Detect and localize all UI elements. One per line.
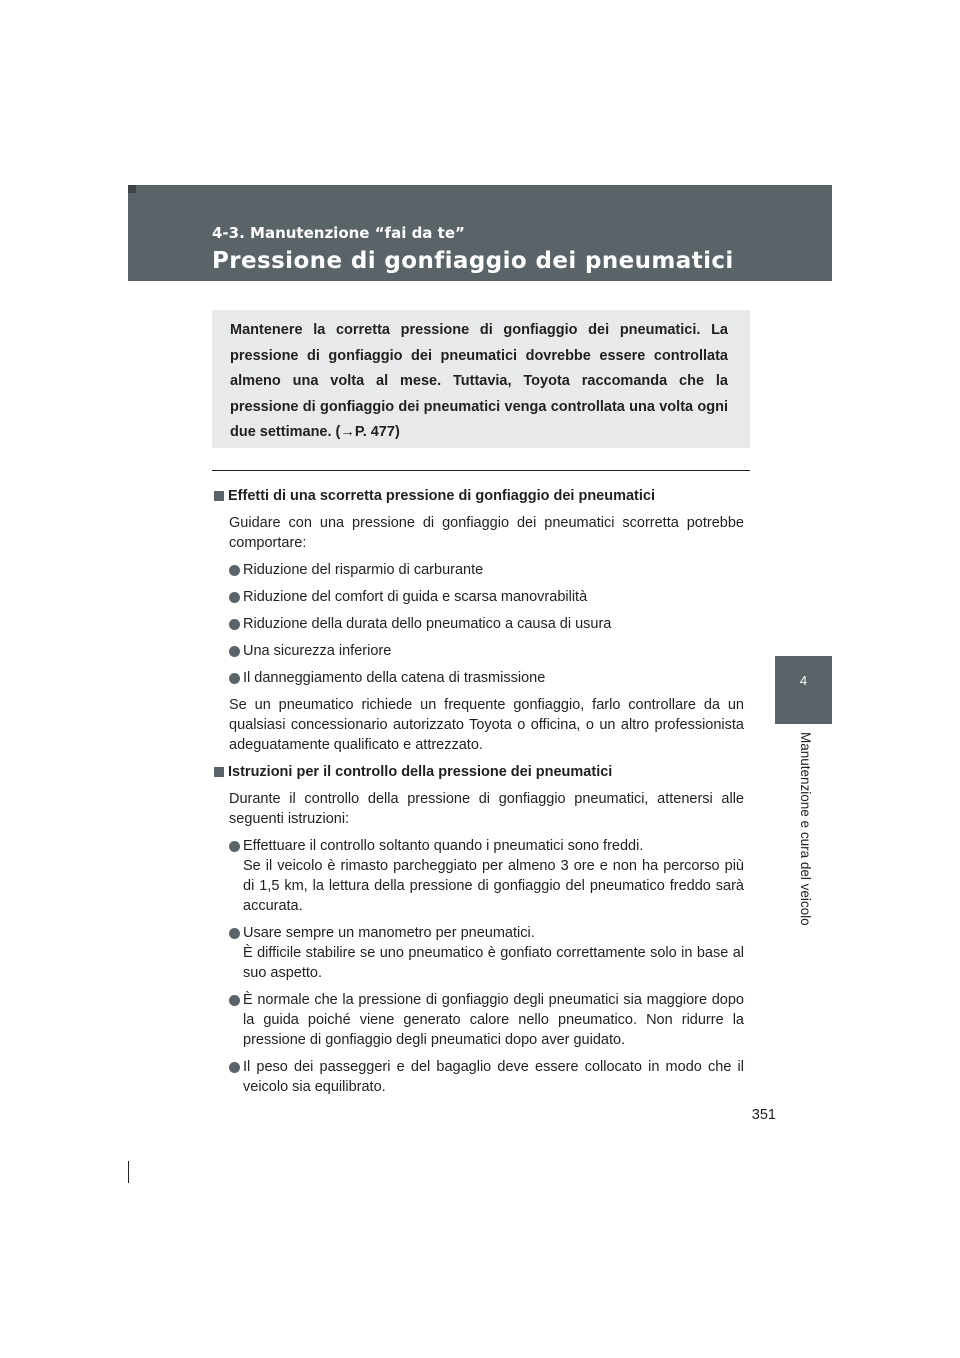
- list-item: Riduzione del comfort di guida e scarsa manovrabilità: [214, 587, 744, 607]
- section-heading-effects: [214, 486, 744, 506]
- square-bullet-icon: [214, 767, 224, 777]
- round-bullet-icon: [229, 995, 240, 1006]
- section-closing: Se un pneumatico richiede un frequente gonfiaggio, farlo controllare da un qualsiasi concessionario autorizzato Toyota o officina, o un altro professionista adeguatamente qualificato e attrezzato.: [229, 697, 744, 753]
- page-title: Pressione di gonfiaggio dei pneumatici: [212, 248, 734, 274]
- intro-text: Mantenere la corretta pressione di gonfiaggio dei pneumatici. La pressione di gonfiaggio dei pneumatici dovrebbe essere controllata almeno una volta al mese. Tuttavia, Toyota raccomanda che la pressione di gonfiaggio dei pneumatici venga controllata una volta ogni due settimane. (→P. 477): [230, 322, 728, 440]
- square-bullet-icon: [214, 491, 224, 501]
- round-bullet-icon: [229, 1062, 240, 1073]
- round-bullet-icon: [229, 928, 240, 939]
- chapter-label: Manutenzione e cura del veicolo: [798, 732, 813, 926]
- page-number: 351: [751, 1107, 776, 1123]
- list-item: Usare sempre un manometro per pneumatici. È difficile stabilire se uno pneumatico è gonfiato correttamente solo in base al suo aspetto.: [214, 923, 744, 983]
- list-item: Effettuare il controllo soltanto quando i pneumatici sono freddi. Se il veicolo è rimasto parcheggiato per almeno 3 ore e non ha percorso più di 1,5 km, la lettura della pressione di gonfiaggio del pneumatico freddo sarà accurata.: [214, 836, 744, 916]
- list-item: È normale che la pressione di gonfiaggio degli pneumatici sia maggiore dopo la guida poiché viene generato calore nello pneumatico. Non ridurre la pressione di gonfiaggio degli pneumatici dopo aver guidato.: [214, 990, 744, 1050]
- round-bullet-icon: [229, 646, 240, 657]
- round-bullet-icon: [229, 841, 240, 852]
- section-lead: Durante il controllo della pressione di gonfiaggio pneumatici, attenersi alle seguenti istruzioni:: [229, 791, 744, 827]
- list-item: Riduzione del risparmio di carburante: [214, 560, 744, 580]
- list-item: Il peso dei passeggeri e del bagaglio deve essere collocato in modo che il veicolo sia equilibrato.: [214, 1057, 744, 1097]
- content-body: [214, 486, 744, 1104]
- section-heading-instructions: [214, 762, 744, 782]
- list-item: Riduzione della durata dello pneumatico a causa di usura: [214, 614, 744, 634]
- corner-mark-top: [128, 185, 136, 193]
- section-label: 4-3. Manutenzione “fai da te”: [212, 224, 465, 242]
- section-heading-text: Effetti di una scorretta pressione di gonfiaggio dei pneumatici: [228, 488, 655, 504]
- round-bullet-icon: [229, 619, 240, 630]
- crop-mark: [128, 1161, 129, 1183]
- chapter-tab[interactable]: 4: [775, 656, 832, 724]
- round-bullet-icon: [229, 565, 240, 576]
- section-heading-text: Istruzioni per il controllo della pressione dei pneumatici: [228, 764, 613, 780]
- round-bullet-icon: [229, 592, 240, 603]
- divider: [212, 470, 750, 471]
- list-item: Una sicurezza inferiore: [214, 641, 744, 661]
- section-lead: Guidare con una pressione di gonfiaggio dei pneumatici scorretta potrebbe comportare:: [229, 515, 744, 551]
- list-item: Il danneggiamento della catena di trasmissione: [214, 668, 744, 688]
- round-bullet-icon: [229, 673, 240, 684]
